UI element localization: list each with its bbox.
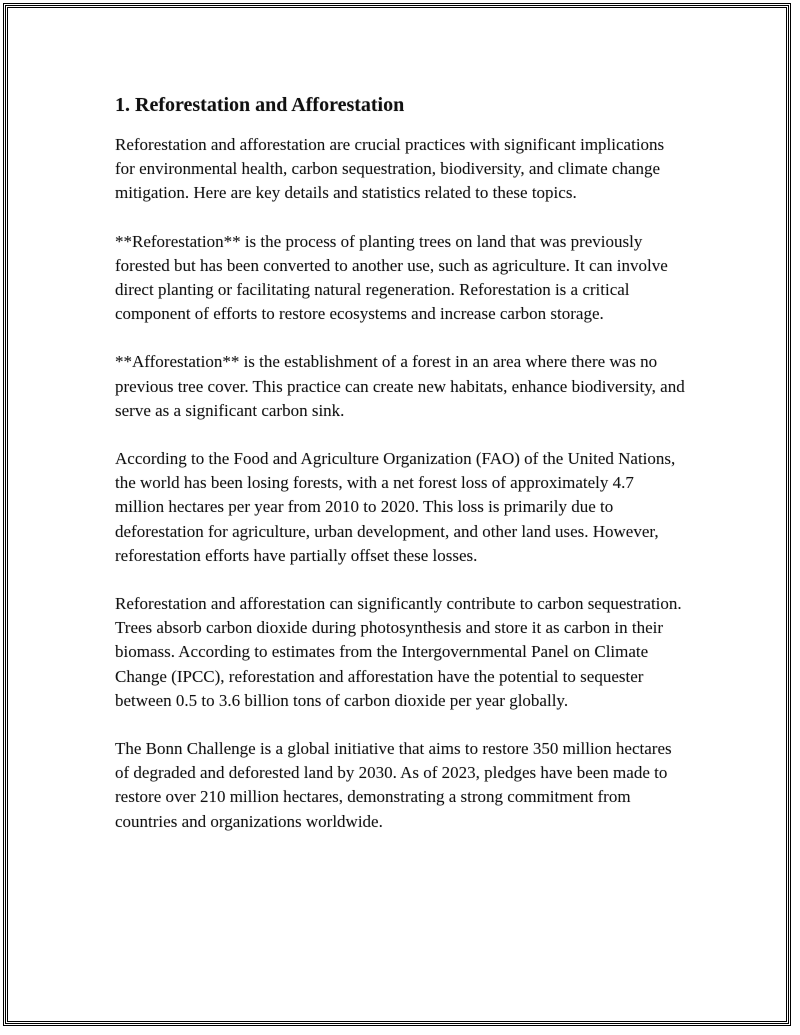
paragraph-carbon-sequestration: Reforestation and afforestation can significantly contribute to carbon sequestration. Trees absorb carbon dioxide during photosynthesis and store it as carbon in their biomass. According to estimates from the Intergovernmental Panel on Climate Change (IPCC), reforestation and afforestation have the potential to sequester between 0.5 to 3.6 billion tons of carbon dioxide per year globally. bbox=[115, 594, 682, 710]
document-body bbox=[115, 91, 685, 858]
section-heading: 1. Reforestation and Afforestation bbox=[115, 94, 405, 116]
paragraph-bonn-challenge: The Bonn Challenge is a global initiative that aims to restore 350 million hectares of degraded and deforested land by 2030. As of 2023, pledges have been made to restore over 210 million hectares, demonstrating a strong commitment from countries and organizations worldwide. bbox=[115, 739, 672, 831]
paragraph-afforestation: **Afforestation** is the establishment of a forest in an area where there was no previous tree cover. This practice can create new habitats, enhance biodiversity, and serve as a significant carbon sink. bbox=[115, 352, 685, 420]
paragraph-reforestation: **Reforestation** is the process of planting trees on land that was previously forested but has been converted to another use, such as agriculture. It can involve direct planting or facilitating natural regeneration. Reforestation is a critical component of efforts to restore ecosystems and increase carbon storage. bbox=[115, 231, 668, 324]
paragraph-intro: Reforestation and afforestation are crucial practices with significant implications for environmental health, carbon sequestration, biodiversity, and climate change mitigation. Here are key details and statistics related to these topics. bbox=[115, 135, 665, 203]
paragraph-fao-statistics: According to the Food and Agriculture Organization (FAO) of the United Nations, the world has been losing forests, with a net forest loss of approximately 4.7 million hectares per year from 2010 to 2020. This loss is primarily due to deforestation for agriculture, urban development, and other land uses. However, reforestation efforts have partially offset these losses. bbox=[115, 449, 676, 565]
